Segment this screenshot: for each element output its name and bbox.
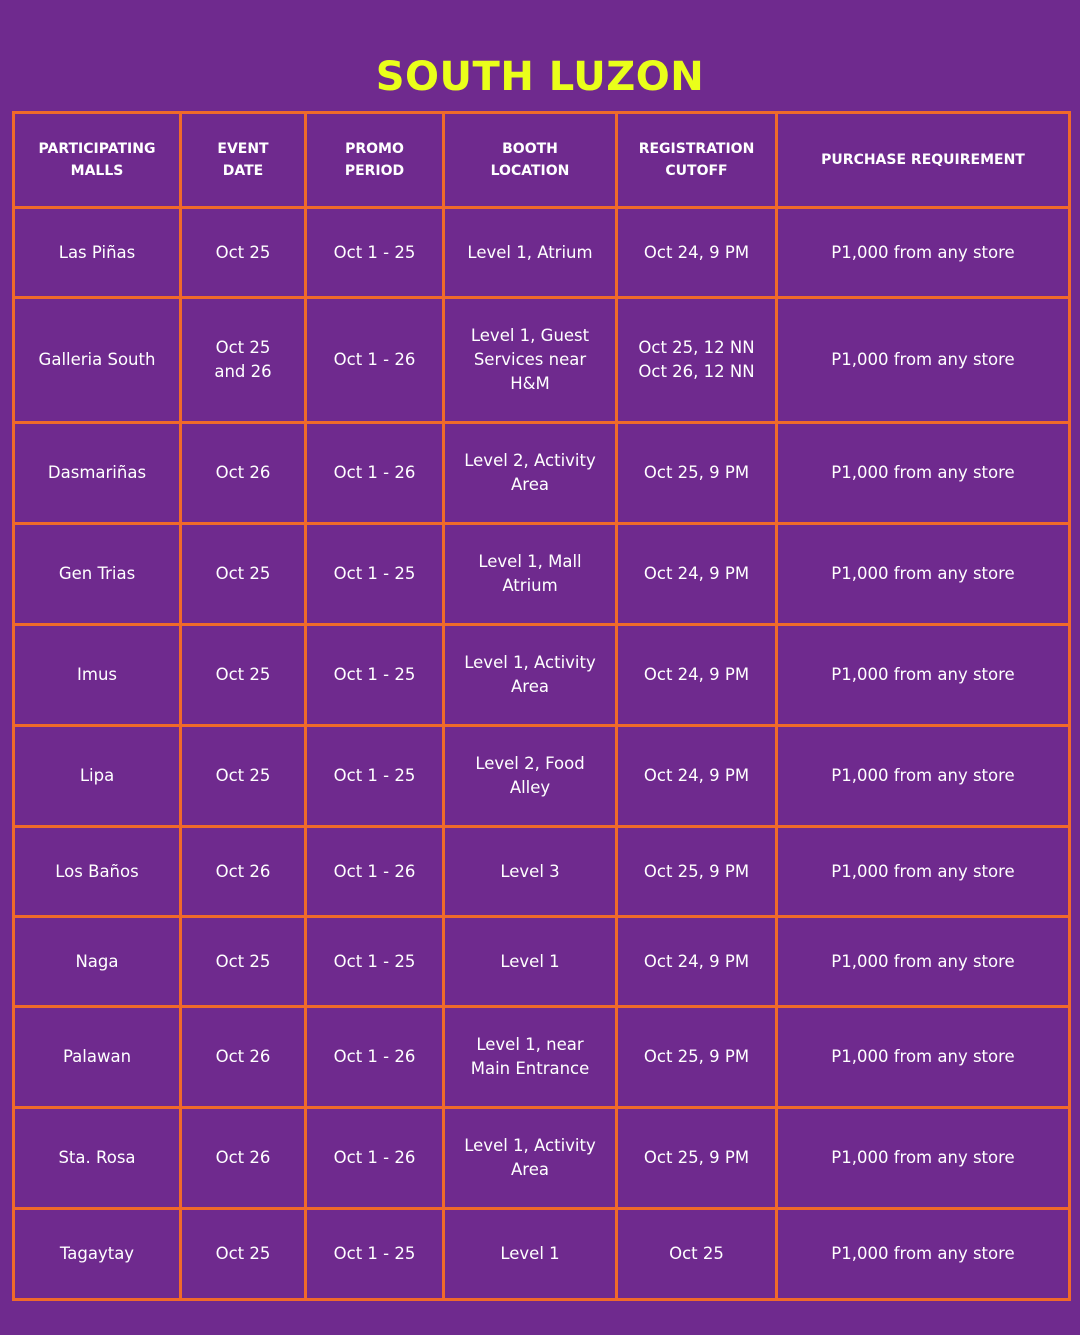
table-cell: P1,000 from any store bbox=[777, 625, 1070, 726]
table-cell: Oct 1 - 26 bbox=[306, 298, 444, 423]
table-cell: Oct 1 - 26 bbox=[306, 1108, 444, 1209]
table-cell: Oct 1 - 26 bbox=[306, 827, 444, 917]
table-cell: Oct 26 bbox=[181, 827, 306, 917]
table-cell: Oct 25 and 26 bbox=[181, 298, 306, 423]
table-row bbox=[14, 298, 1070, 423]
table-cell: Oct 1 - 26 bbox=[306, 423, 444, 524]
table-cell: Oct 24, 9 PM bbox=[617, 208, 777, 298]
table-cell: Level 2, Food Alley bbox=[444, 726, 617, 827]
table-cell: Oct 24, 9 PM bbox=[617, 625, 777, 726]
table-cell: Level 1, Activity Area bbox=[444, 625, 617, 726]
table-cell: P1,000 from any store bbox=[777, 1007, 1070, 1108]
table-row bbox=[14, 726, 1070, 827]
header-promo-period: PROMO PERIOD bbox=[306, 113, 444, 208]
table-cell: Level 1, Activity Area bbox=[444, 1108, 617, 1209]
table-cell: Palawan bbox=[14, 1007, 181, 1108]
table-cell: Oct 25, 9 PM bbox=[617, 1108, 777, 1209]
table-cell: Oct 25, 12 NN Oct 26, 12 NN bbox=[617, 298, 777, 423]
table-cell: Level 1, Guest Services near H&M bbox=[444, 298, 617, 423]
table-cell: Level 1, Mall Atrium bbox=[444, 524, 617, 625]
table-row bbox=[14, 524, 1070, 625]
table-cell: Level 1 bbox=[444, 1209, 617, 1300]
table-row bbox=[14, 917, 1070, 1007]
table-cell: P1,000 from any store bbox=[777, 827, 1070, 917]
table-cell: Oct 25, 9 PM bbox=[617, 1007, 777, 1108]
table-cell: P1,000 from any store bbox=[777, 1209, 1070, 1300]
table-cell: Oct 1 - 25 bbox=[306, 524, 444, 625]
table-cell: P1,000 from any store bbox=[777, 524, 1070, 625]
table-cell: Oct 25 bbox=[617, 1209, 777, 1300]
mall-schedule-table bbox=[12, 111, 1071, 1301]
table-cell: Oct 25 bbox=[181, 726, 306, 827]
table-cell: Dasmariñas bbox=[14, 423, 181, 524]
table-cell: Oct 25 bbox=[181, 1209, 306, 1300]
table-cell: Galleria South bbox=[14, 298, 181, 423]
table-cell: Sta. Rosa bbox=[14, 1108, 181, 1209]
table-cell: Oct 26 bbox=[181, 1108, 306, 1209]
table-row bbox=[14, 208, 1070, 298]
table-row bbox=[14, 625, 1070, 726]
table-cell: P1,000 from any store bbox=[777, 917, 1070, 1007]
table-cell: Tagaytay bbox=[14, 1209, 181, 1300]
table-cell: P1,000 from any store bbox=[777, 298, 1070, 423]
table-cell: P1,000 from any store bbox=[777, 208, 1070, 298]
table-row bbox=[14, 1108, 1070, 1209]
table-cell: Oct 1 - 25 bbox=[306, 726, 444, 827]
table-cell: P1,000 from any store bbox=[777, 423, 1070, 524]
table-cell: Oct 1 - 26 bbox=[306, 1007, 444, 1108]
header-participating-malls: PARTICIPATING MALLS bbox=[14, 113, 181, 208]
table-cell: Oct 1 - 25 bbox=[306, 625, 444, 726]
header-registration-cutoff: REGISTRATION CUTOFF bbox=[617, 113, 777, 208]
table-cell: Oct 25 bbox=[181, 524, 306, 625]
table-cell: Las Piñas bbox=[14, 208, 181, 298]
table-row bbox=[14, 1209, 1070, 1300]
table-cell: Level 1 bbox=[444, 917, 617, 1007]
table-row bbox=[14, 827, 1070, 917]
table-cell: Oct 25 bbox=[181, 208, 306, 298]
header-purchase-requirement: PURCHASE REQUIREMENT bbox=[777, 113, 1070, 208]
table-header-row bbox=[14, 113, 1070, 208]
table-cell: Lipa bbox=[14, 726, 181, 827]
table-cell: Imus bbox=[14, 625, 181, 726]
table-cell: Oct 25, 9 PM bbox=[617, 827, 777, 917]
table-cell: Oct 24, 9 PM bbox=[617, 726, 777, 827]
table-cell: Oct 1 - 25 bbox=[306, 1209, 444, 1300]
header-event-date: EVENT DATE bbox=[181, 113, 306, 208]
table-cell: Oct 25 bbox=[181, 917, 306, 1007]
table-cell: Level 3 bbox=[444, 827, 617, 917]
table-cell: Gen Trias bbox=[14, 524, 181, 625]
table-cell: Oct 26 bbox=[181, 423, 306, 524]
table-cell: Oct 24, 9 PM bbox=[617, 917, 777, 1007]
table-cell: P1,000 from any store bbox=[777, 726, 1070, 827]
table-cell: Los Baños bbox=[14, 827, 181, 917]
table-cell: Oct 1 - 25 bbox=[306, 917, 444, 1007]
header-booth-location: BOOTH LOCATION bbox=[444, 113, 617, 208]
page-title: SOUTH LUZON bbox=[375, 54, 705, 100]
table-cell: Oct 24, 9 PM bbox=[617, 524, 777, 625]
table-cell: Level 1, near Main Entrance bbox=[444, 1007, 617, 1108]
table-cell: Oct 26 bbox=[181, 1007, 306, 1108]
table-cell: Oct 1 - 25 bbox=[306, 208, 444, 298]
table-cell: Level 2, Activity Area bbox=[444, 423, 617, 524]
table-row bbox=[14, 1007, 1070, 1108]
table-cell: P1,000 from any store bbox=[777, 1108, 1070, 1209]
table-cell: Naga bbox=[14, 917, 181, 1007]
table-cell: Oct 25 bbox=[181, 625, 306, 726]
table-cell: Oct 25, 9 PM bbox=[617, 423, 777, 524]
table-cell: Level 1, Atrium bbox=[444, 208, 617, 298]
table-row bbox=[14, 423, 1070, 524]
